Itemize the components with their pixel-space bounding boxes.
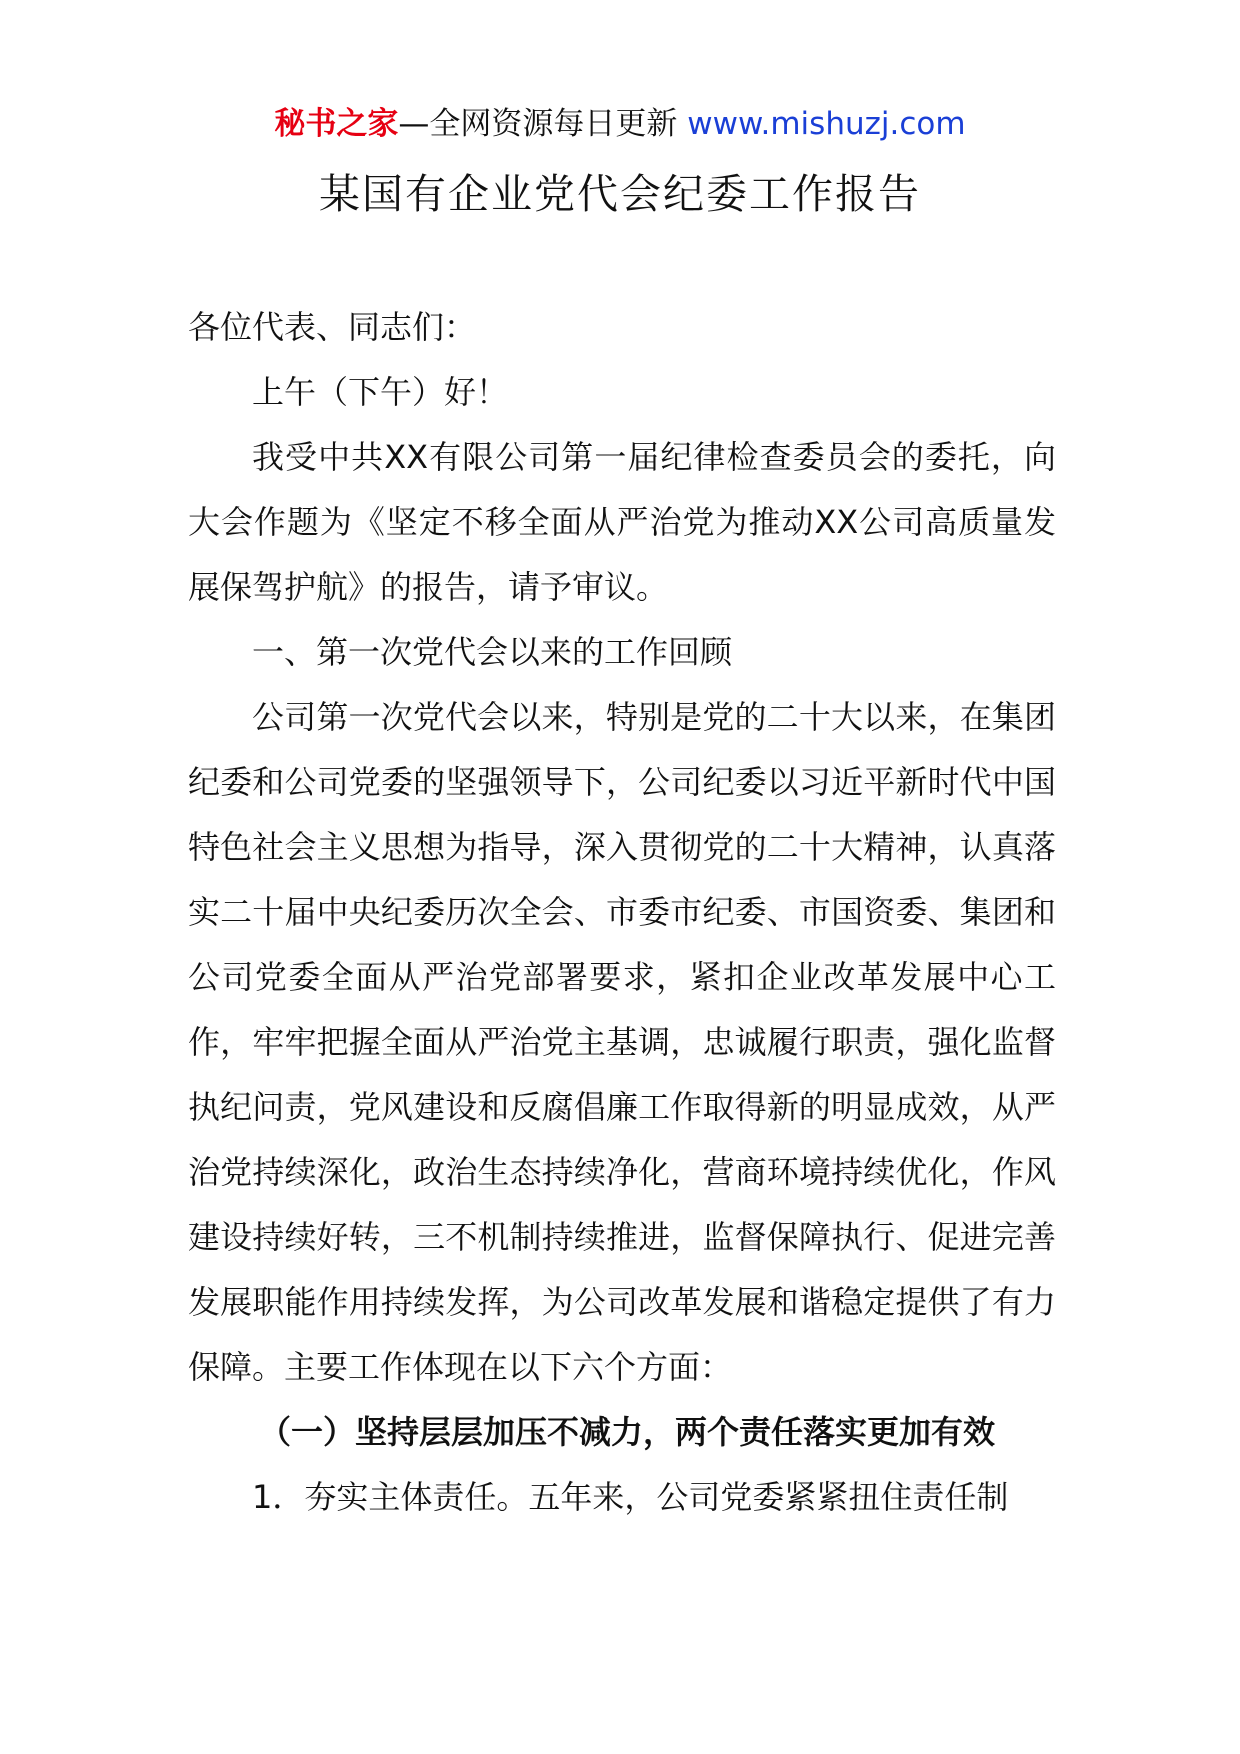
subsection-heading: （一）坚持层层加压不减力，两个责任落实更加有效 xyxy=(258,1413,995,1451)
site-header xyxy=(0,100,1240,148)
document-body xyxy=(188,295,1056,1530)
list-item: 1．夯实主体责任。五年来，公司党委紧紧扭住责任制 xyxy=(252,1478,1009,1516)
intro-paragraph: 我受中共XX有限公司第一届纪律检查委员会的委托，向大会作题为《坚定不移全面从严治党为推动XX公司高质量发展保驾护航》的报告，请予审议。 xyxy=(188,438,1056,606)
section-heading: 一、第一次党代会以来的工作回顾 xyxy=(252,633,733,671)
brand-name: 秘书之家 xyxy=(274,106,399,142)
section-paragraph: 公司第一次党代会以来，特别是党的二十大以来，在集团纪委和公司党委的坚强领导下，公司纪委以习近平新时代中国特色社会主义思想为指导，深入贯彻党的二十大精神，认真落实二十届中央纪委历次全会、市委市纪委、市国资委、集团和公司党委全面从严治党部署要求，紧扣企业改革发展中心工作，牢牢把握全面从严治党主基调，忠诚履行职责，强化监督执纪问责，党风建设和反腐倡廉工作取得新的明显成效，从严治党持续深化，政治生态持续净化，营商环境持续优化，作风建设持续好转，三不机制持续推进，监督保障执行、促进完善发展职能作用持续发挥，为公司改革发展和谐稳定提供了有力保障。主要工作体现在以下六个方面： xyxy=(188,698,1056,1386)
salutation: 各位代表、同志们： xyxy=(188,308,477,346)
site-url[interactable]: www.mishuzj.com xyxy=(687,106,966,142)
header-slogan: —全网资源每日更新 xyxy=(398,106,688,142)
document-title: 某国有企业党代会纪委工作报告 xyxy=(319,170,921,218)
greeting: 上午（下午）好！ xyxy=(252,373,509,411)
